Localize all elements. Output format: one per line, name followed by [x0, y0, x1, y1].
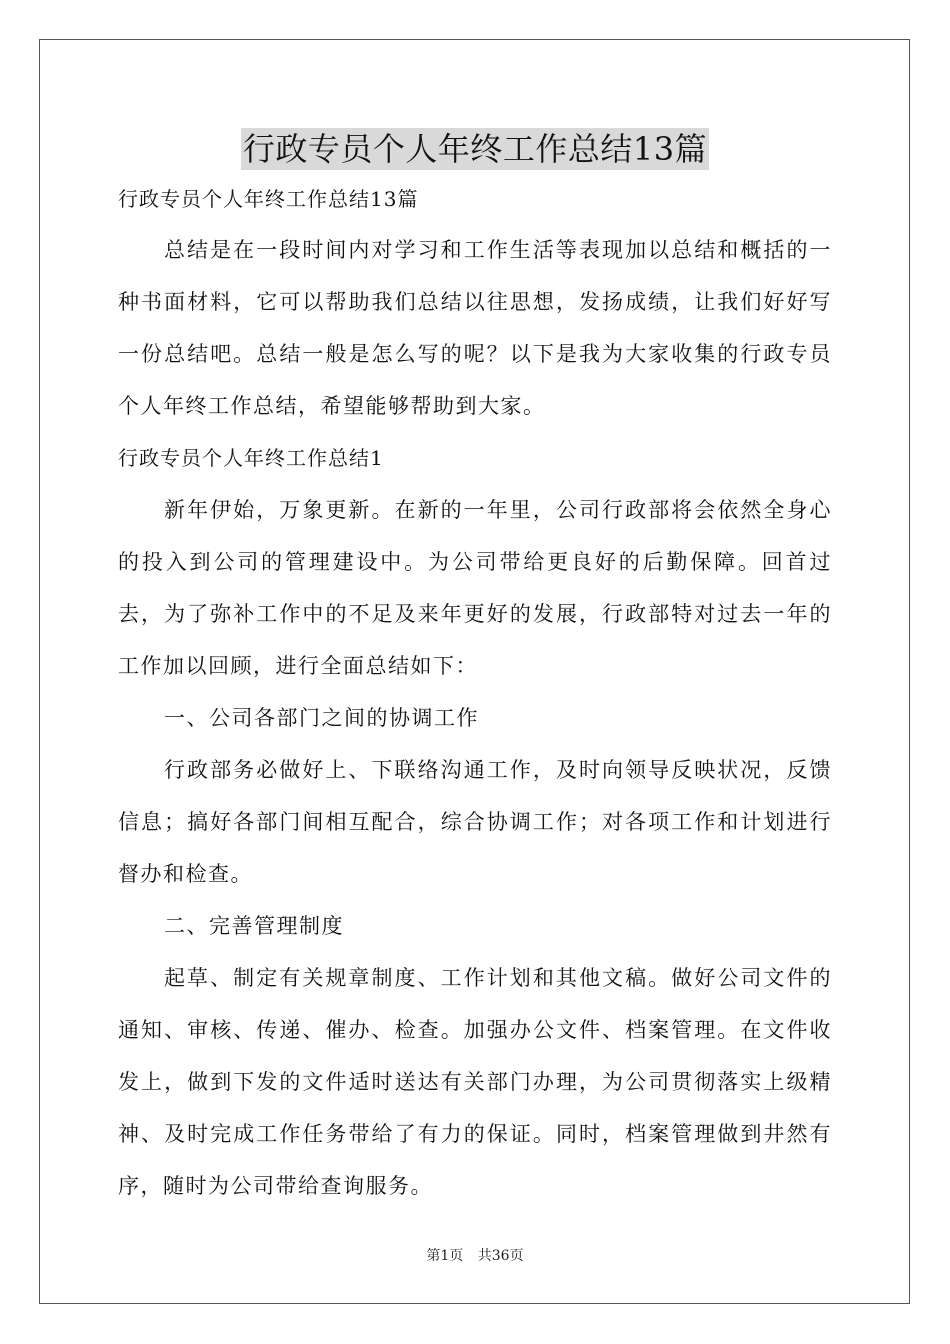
title-container: [0, 128, 950, 170]
article-heading: 行政专员个人年终工作总结1: [118, 446, 384, 470]
intro-paragraph: 总结是在一段时间内对学习和工作生活等表现加以总结和概括的一种书面材料，它可以帮助我们总结以往思想，发扬成绩，让我们好好写一份总结吧。总结一般是怎么写的呢？以下是我为大家收集的行政专员个人年终工作总结，希望能够帮助到大家。: [118, 238, 832, 418]
page-current: 第1页: [426, 1248, 464, 1264]
article-intro-paragraph: 新年伊始，万象更新。在新的一年里，公司行政部将会依然全身心的投入到公司的管理建设中。为公司带给更良好的后勤保障。回首过去，为了弥补工作中的不足及来年更好的发展，行政部特对过去一年的工作加以回顾，进行全面总结如下：: [118, 498, 832, 678]
section-2-paragraph: 起草、制定有关规章制度、工作计划和其他文稿。做好公司文件的通知、审核、传递、催办、检查。加强办公文件、档案管理。在文件收发上，做到下发的文件适时送达有关部门办理，为公司贯彻落实上级精神、及时完成工作任务带给了有力的保证。同时，档案管理做到井然有序，随时为公司带给查询服务。: [118, 966, 832, 1198]
document-subtitle: 行政专员个人年终工作总结13篇: [118, 187, 419, 211]
page-footer: [0, 1246, 950, 1266]
document-title: 行政专员个人年终工作总结13篇: [242, 130, 708, 168]
section-1-paragraph: 行政部务必做好上、下联络沟通工作，及时向领导反映状况，反馈信息；搞好各部门间相互配合，综合协调工作；对各项工作和计划进行督办和检查。: [118, 758, 832, 886]
section-1-title: 一、公司各部门之间的协调工作: [164, 706, 479, 730]
document-body: [118, 224, 832, 1212]
section-2-title: 二、完善管理制度: [164, 914, 344, 938]
page-total: 共36页: [477, 1248, 524, 1264]
